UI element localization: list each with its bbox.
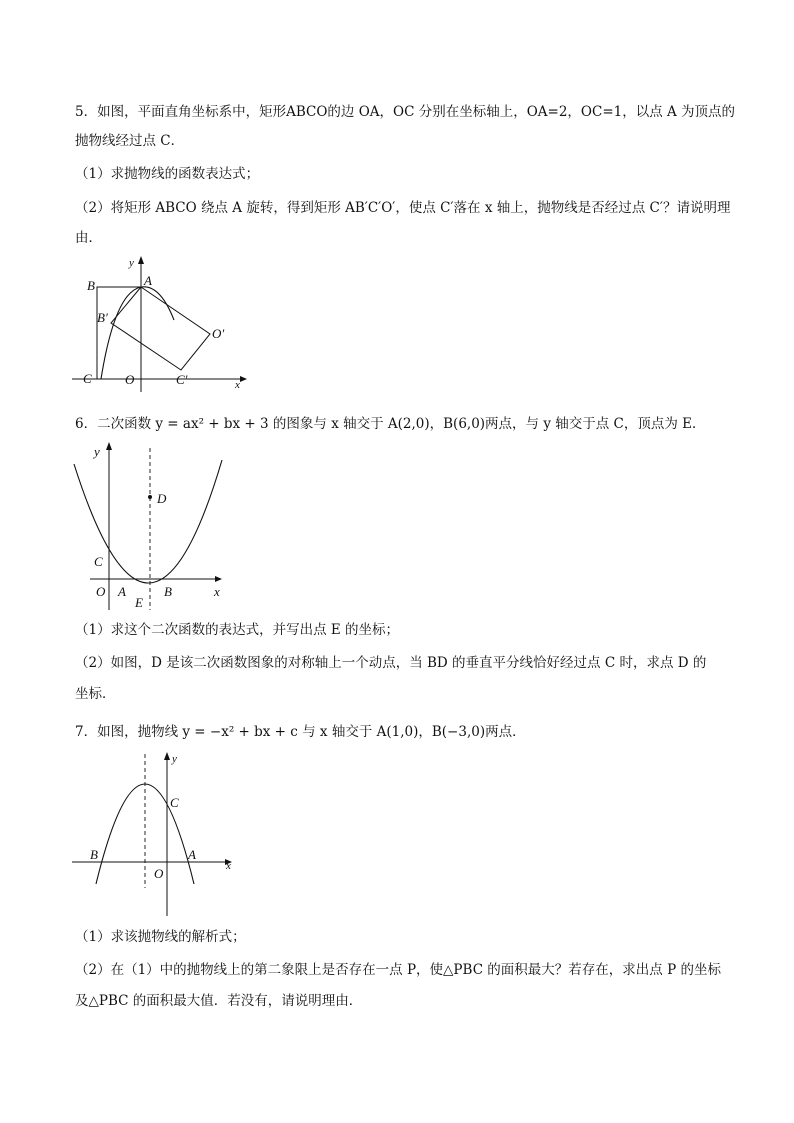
rectangle-ab-prime-c-prime-o-prime — [111, 287, 210, 370]
problem-7-question-1: （1）求该抛物线的解析式； — [75, 929, 246, 945]
point-D — [148, 495, 152, 499]
label-y: y — [172, 753, 177, 765]
label-O: O — [96, 584, 106, 599]
label-y: y — [94, 444, 100, 459]
problem-7-question-2-line2: 及△PBC 的面积最大值．若没有，请说明理由． — [75, 993, 363, 1009]
label-O: O — [154, 866, 164, 881]
y-axis-arrow — [106, 442, 112, 450]
label-A: A — [188, 847, 196, 862]
label-B: B — [164, 584, 172, 599]
y-axis-arrow — [164, 752, 170, 760]
problem-7-figure — [70, 752, 240, 918]
label-C: C — [94, 554, 103, 569]
label-E: E — [135, 595, 143, 610]
problem-5-stem-line1: 5．如图，平面直角坐标系中，矩形ABCO的边 OA，OC 分别在坐标轴上，OA=2，OC=1，以点 A 为顶点的 — [75, 104, 736, 120]
label-A: A — [118, 584, 126, 599]
problem-5-question-1: （1）求抛物线的函数表达式； — [75, 166, 260, 182]
label-O: O — [125, 372, 135, 387]
problem-5-figure — [70, 252, 260, 394]
label-O-prime: O′ — [212, 326, 225, 341]
parabola — [101, 287, 174, 379]
problem-6-figure — [72, 440, 232, 612]
label-y: y — [129, 257, 134, 269]
label-x: x — [214, 584, 220, 599]
y-axis-arrow — [138, 256, 144, 264]
x-axis-arrow — [215, 576, 222, 582]
label-B: B — [90, 847, 98, 862]
label-x: x — [235, 379, 240, 391]
label-C: C — [83, 371, 92, 386]
label-D: D — [157, 491, 167, 506]
problem-5-question-2-line2: 由． — [75, 230, 102, 246]
problem-6-question-2-line1: （2）如图，D 是该二次函数图象的对称轴上一个动点，当 BD 的垂直平分线恰好经过点 C 时，求点 D 的 — [75, 655, 707, 671]
problem-6-question-1: （1）求这个二次函数的表达式，并写出点 E 的坐标； — [75, 622, 400, 638]
label-B-prime: B′ — [97, 310, 108, 325]
problem-7-question-2-line1: （2）在（1）中的抛物线上的第二象限上是否存在一点 P，使△PBC 的面积最大？若存在，求出点 P 的坐标 — [75, 962, 721, 978]
label-C: C — [170, 795, 179, 810]
problem-5-stem-line2: 抛物线经过点 C． — [75, 133, 185, 149]
problem-7-stem: 7．如图，抛物线 y = −x² + bx + c 与 x 轴交于 A(1,0)，B(−3,0)两点． — [75, 724, 526, 740]
problem-6-question-2-line2: 坐标． — [75, 686, 116, 702]
x-axis-arrow — [240, 376, 247, 382]
label-A: A — [144, 273, 152, 288]
label-C-prime: C′ — [176, 372, 188, 387]
label-x: x — [226, 860, 231, 872]
label-B: B — [87, 278, 95, 293]
problem-5-question-2-line1: （2）将矩形 ABCO 绕点 A 旋转，得到矩形 AB′C′O′，使点 C′落在 x 轴上，抛物线是否经过点 C′？请说明理 — [75, 200, 731, 216]
problem-6-stem: 6．二次函数 y = ax² + bx + 3 的图象与 x 轴交于 A(2,0)，B(6,0)两点，与 y 轴交于点 C，顶点为 E． — [75, 416, 706, 432]
